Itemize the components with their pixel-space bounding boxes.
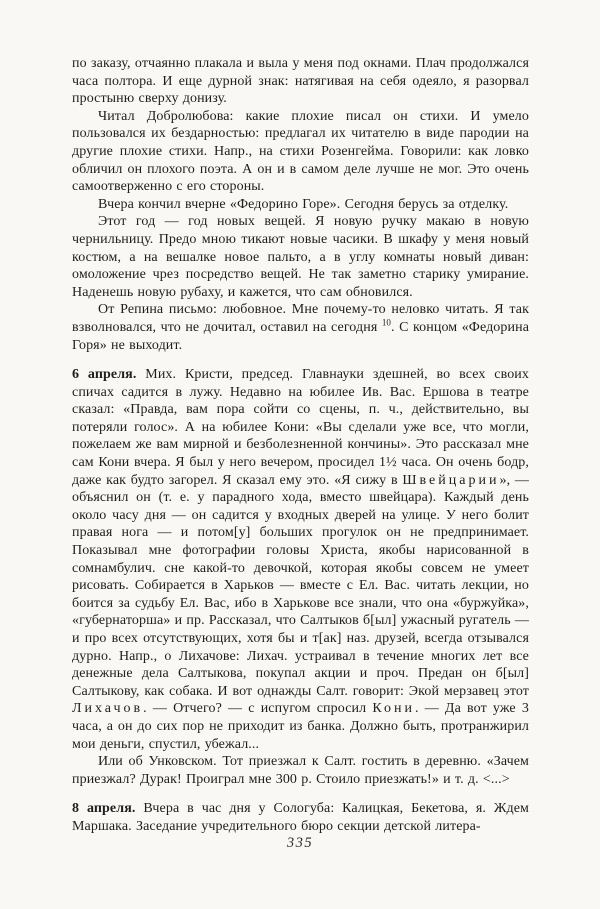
paragraph-text: по заказу, отчаянно плакала и выла у меня под окнами. Плач продолжался часа полтора. И еще дурной знак: натягивая на себя одеяло, я разорвал простыню сверху донизу.: [72, 56, 529, 107]
diary-entry-april-8: [72, 800, 529, 835]
paragraph-text: », — объяснил он (т. е. у парадного хода, вместо швейцара). Каждый день около часу дня — он садится у входных дверей на улице. У него болит правая нога — и потом[у] больших прогулок он не предпринимает. Показывал мне фотографии головы Христа, якобы нарисованной в сомнамбулич. сне какой-то девочкой, которая якобы совсем не умеет рисовать. Собирается в Харьков — вместе с Ел. Вас. читать лекции, но боится за судьбу Ел. Вас, ибо в Харькове все знали, что она «буржуйка», «губернаторша» и пр. Рассказал, что Салтыков б[ыл] ужасный ругатель — и про всех отсутствующих, хотя бы и т[ак] наз. друзей, всегда отзывался дурно. Напр., о Лихачове: Лихач. устраивал в течение многих лет все денежные дела Салтыкова, покупал акции и проч. Предан он б[ыл] Салтыкову, как собака. И вот однажды Салт. говорит: Экой мерзавец этот: [72, 472, 529, 699]
footnote-reference: 10: [381, 317, 392, 328]
paragraph-text: Читал Добролюбова: какие плохие писал он стихи. И умело пользовался их бездарностью: предлагал их читателю в виде пародии на другие плохие стихи. Напр., на стихи Розенгейма. Говорили: как ловко обличил он плохого поэта. А он и в самом деле лучше не мог. Это очень самоотверженно с его стороны.: [72, 108, 529, 195]
paragraph: [72, 301, 529, 354]
paragraph: [72, 213, 529, 301]
entry-date: 8 апреля.: [72, 801, 136, 817]
paragraph: [72, 196, 529, 214]
paragraph-text: Вчера в час дня у Сологуба: Калицкая, Бекетова, я. Ждем Маршака. Заседание учредительного бюро секции детской литера-: [72, 801, 529, 834]
paragraph-text: . — Да вот уже 3 часа, а он до сих пор не приходит из банка. Должно быть, протранжирил мои деньги, спустил, убежал...: [72, 701, 529, 752]
paragraph-text: . — Отчего? — с испугом спросил: [143, 701, 373, 717]
entry-date: 6 апреля.: [72, 367, 137, 383]
emphasized-word: Швейцарии: [402, 472, 500, 488]
paragraph-text: Мих. Кристи, председ. Главнауки здешней, во всех своих спичах садится в лужу. Недавно на юбилее Ив. Вас. Ершова в театре сказал: «Правда, вам пора сойти со сцены, п. ч., действительно, вы потеряли голос». А на юбилее Кони: «Вы сделали уже все, что могли, пожелаем же вам мирной и безболезненной кончины». Это рассказал мне сам Кони вчера. Я был у него вечером, просидел 1½ часа. Он очень бодр, даже как будто загорел. Я сказал ему это. «Я сижу в: [72, 367, 529, 488]
paragraph: [72, 55, 529, 108]
paragraph-text: Или об Унковском. Тот приезжал к Салт. гостить в деревню. «Зачем приезжал? Дурак! Проиграл мне 300 р. Стоило приезжать!» и т. д. <...>: [72, 754, 529, 787]
diary-entry-april-6: [72, 366, 529, 753]
paragraph: [72, 108, 529, 196]
page-number: 335: [286, 835, 314, 851]
paragraph-text: . С концом «Федорина Горя» не выходит.: [72, 319, 530, 353]
paragraph-text: Вчера кончил вчерне «Федорино Горе». Сегодня берусь за отделку.: [98, 196, 509, 212]
paragraph-text: От Репина письмо: любовное. Мне почему-то неловко читать. Я так взволновался, что не дочитал, оставил на сегодня: [72, 302, 529, 335]
emphasized-word: Лихачов: [72, 701, 144, 717]
paragraph-text: Этот год — год новых вещей. Я новую ручку макаю в новую чернильницу. Предо мною тикают новые часики. В шкафу у меня новый костюм, а на вешалке новое пальто, а в углу комнаты новый диван: омоложение чрез посредство вещей. Не так заметно старику умирание. Наденешь новую рубаху, и кажется, что сам обновился.: [72, 214, 529, 300]
paragraph: [72, 753, 529, 788]
emphasized-word: Кони: [372, 701, 415, 717]
text-block: [72, 55, 529, 836]
